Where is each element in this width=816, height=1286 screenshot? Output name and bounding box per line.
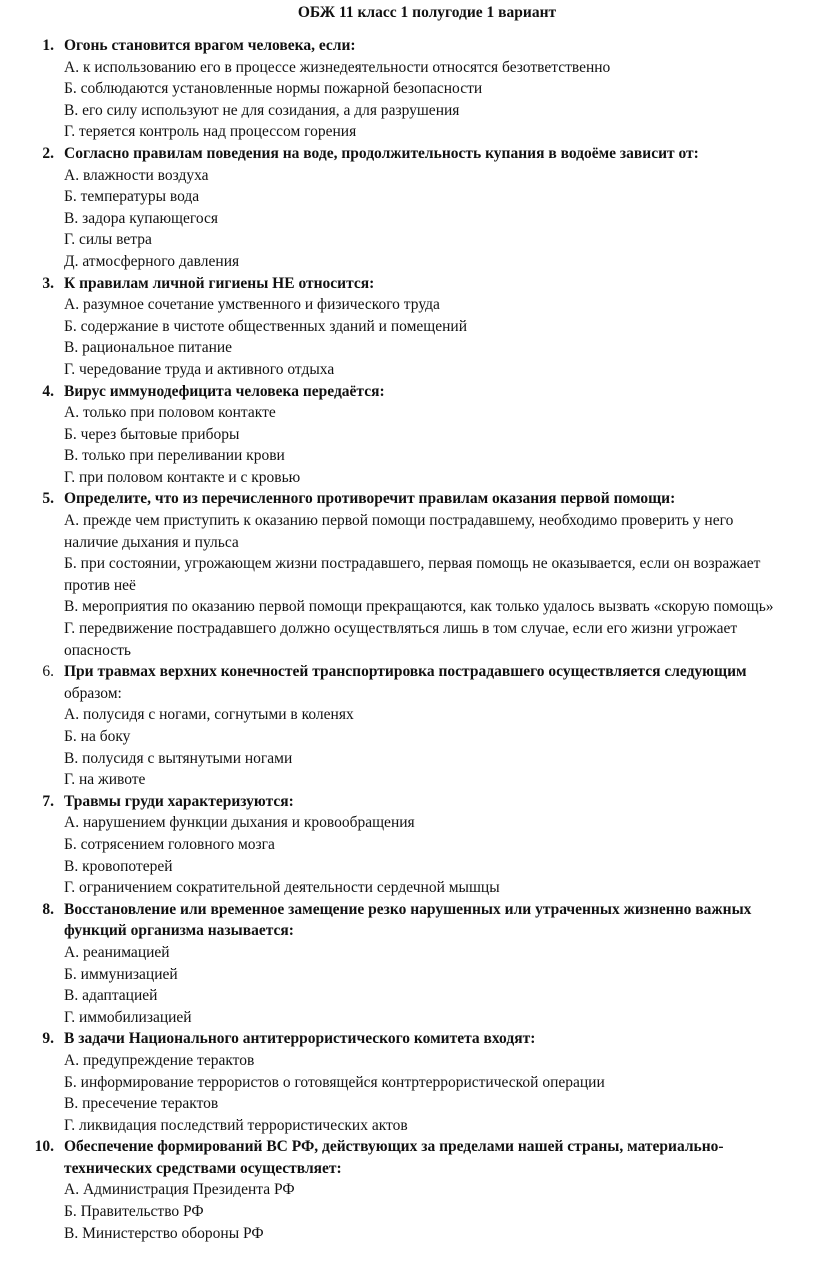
answer-option: Б. температуры вода: [64, 188, 200, 206]
question-4: [28, 381, 796, 489]
question-text: [64, 791, 796, 813]
answer-option: Г. иммобилизацией: [64, 1008, 192, 1026]
question-text-tail: образом:: [64, 684, 122, 702]
question-text-main: Определите, что из перечисленного противоречит правилам оказания первой помощи:: [64, 490, 676, 508]
question-text-main: К правилам личной гигиены НЕ относится:: [64, 274, 375, 292]
question-text: [64, 35, 796, 57]
question-1: [28, 35, 796, 143]
page-title: ОБЖ 11 класс 1 полугодие 1 вариант: [297, 4, 557, 21]
question-text-main: Травмы груди характеризуются:: [64, 792, 294, 810]
question-heading: [28, 488, 796, 510]
question-number: 5.: [42, 490, 54, 508]
answer-option: В. пресечение терактов: [64, 1095, 219, 1113]
answer-option: В. задора купающегося: [64, 209, 218, 227]
question-2: [28, 143, 796, 273]
answer-options: [64, 942, 796, 1028]
question-heading: [28, 791, 796, 813]
answer-options: [64, 294, 796, 380]
answer-option: Г. при половом контакте и с кровью: [64, 468, 301, 486]
answer-option: Б. через бытовые приборы: [64, 425, 240, 443]
question-heading: [28, 35, 796, 57]
answer-option: Б. Правительство РФ: [64, 1203, 204, 1221]
question-number: 3.: [42, 274, 54, 292]
answer-option: В. только при переливании крови: [64, 447, 285, 465]
question-heading: [28, 143, 796, 165]
question-number: 6.: [42, 663, 54, 681]
question-text: [64, 273, 796, 295]
question-text-main: Огонь становится врагом человека, если:: [64, 37, 356, 54]
question-3: [28, 273, 796, 381]
question-number: 10.: [34, 1138, 54, 1156]
question-text: [64, 1028, 796, 1050]
answer-option: Б. иммунизацией: [64, 965, 178, 983]
question-number: 9.: [42, 1030, 54, 1048]
question-10: [28, 1136, 796, 1244]
question-list: [28, 35, 796, 1244]
question-text-main: Вирус иммунодефицита человека передаётся:: [64, 382, 385, 400]
question-text-main: В задачи Национального антитеррористического комитета входят:: [64, 1030, 536, 1048]
answer-option: Г. передвижение пострадавшего должно осуществляться лишь в том случае, если его жизни угрожает опасность: [64, 620, 738, 659]
answer-option: Б. информирование террористов о готовящейся контртеррористической операции: [64, 1073, 605, 1091]
answer-option: В. полусидя с вытянутыми ногами: [64, 749, 293, 767]
question-heading: [28, 1136, 796, 1179]
answer-options: [64, 704, 796, 790]
answer-option: Г. ликвидация последствий террористических актов: [64, 1116, 408, 1134]
answer-option: Б. соблюдаются установленные нормы пожарной безопасности: [64, 80, 483, 98]
question-text: [64, 661, 796, 704]
answer-option: А. только при половом контакте: [64, 404, 276, 422]
answer-option: Б. при состоянии, угрожающем жизни пострадавшего, первая помощь не оказывается, если он возражает против неё: [64, 555, 761, 594]
answer-option: В. рациональное питание: [64, 339, 233, 357]
question-5: [28, 488, 796, 661]
question-heading: [28, 1028, 796, 1050]
question-heading: [28, 661, 796, 704]
answer-options: [64, 165, 796, 273]
answer-options: [64, 510, 796, 661]
question-number: 1.: [42, 37, 54, 54]
question-number: 4.: [42, 382, 54, 400]
answer-option: Г. на животе: [64, 771, 146, 789]
question-text-main: Обеспечение формирований ВС РФ, действующих за пределами нашей страны, материально-технических средствами осуществляет:: [64, 1138, 724, 1177]
question-text: [64, 488, 796, 510]
question-7: [28, 791, 796, 899]
answer-option: А. к использованию его в процессе жизнедеятельности относятся безответственно: [64, 58, 611, 76]
answer-options: [64, 1050, 796, 1136]
answer-option: Д. атмосферного давления: [64, 252, 240, 270]
answer-option: В. кровопотерей: [64, 857, 173, 875]
answer-option: Г. ограничением сократительной деятельности сердечной мышцы: [64, 879, 500, 897]
answer-option: А. Администрация Президента РФ: [64, 1181, 295, 1199]
answer-option: А. влажности воздуха: [64, 166, 209, 184]
question-heading: [28, 273, 796, 295]
answer-option: В. адаптацией: [64, 987, 158, 1005]
answer-option: А. полусидя с ногами, согнутыми в коленях: [64, 706, 354, 724]
question-6: [28, 661, 796, 791]
answer-option: Б. сотрясением головного мозга: [64, 835, 275, 853]
answer-options: [64, 57, 796, 143]
question-heading: [28, 381, 796, 403]
answer-option: А. предупреждение терактов: [64, 1051, 255, 1069]
question-text: [64, 143, 796, 165]
answer-option: А. разумное сочетание умственного и физического труда: [64, 296, 440, 314]
answer-option: А. нарушением функции дыхания и кровообращения: [64, 814, 415, 832]
question-heading: [28, 899, 796, 942]
question-text: [64, 381, 796, 403]
question-number: 2.: [42, 144, 54, 162]
question-text-main: Восстановление или временное замещение резко нарушенных или утраченных жизненно важных функций организма называется:: [64, 900, 752, 940]
answer-option: А. прежде чем приступить к оказанию первой помощи пострадавшему, необходимо проверить у него наличие дыхания и пульса: [64, 512, 734, 551]
answer-option: Г. чередование труда и активного отдыха: [64, 360, 335, 378]
answer-option: Б. на боку: [64, 728, 131, 745]
question-text-main: Согласно правилам поведения на воде, продолжительность купания в водоёме зависит от:: [64, 144, 699, 162]
answer-option: Б. содержание в чистоте общественных зданий и помещений: [64, 317, 467, 335]
question-8: [28, 899, 796, 1029]
question-9: [28, 1028, 796, 1136]
question-number: 7.: [42, 792, 54, 810]
answer-option: Г. силы ветра: [64, 231, 152, 249]
answer-option: А. реанимацией: [64, 943, 170, 961]
answer-options: [64, 402, 796, 488]
answer-options: [64, 1179, 796, 1244]
answer-option: В. Министерство обороны РФ: [64, 1224, 264, 1242]
answer-option: В. его силу используют не для созидания, а для разрушения: [64, 101, 460, 119]
question-number: 8.: [42, 900, 54, 918]
answer-option: В. мероприятия по оказанию первой помощи прекращаются, как только удалось вызвать «скорую помощь»: [64, 598, 774, 616]
answer-options: [64, 812, 796, 898]
question-text: [64, 1136, 796, 1179]
question-text: [64, 899, 796, 942]
question-text-main: При травмах верхних конечностей транспортировка пострадавшего осуществляется следующим: [64, 663, 747, 681]
answer-option: Г. теряется контроль над процессом горения: [64, 123, 357, 141]
